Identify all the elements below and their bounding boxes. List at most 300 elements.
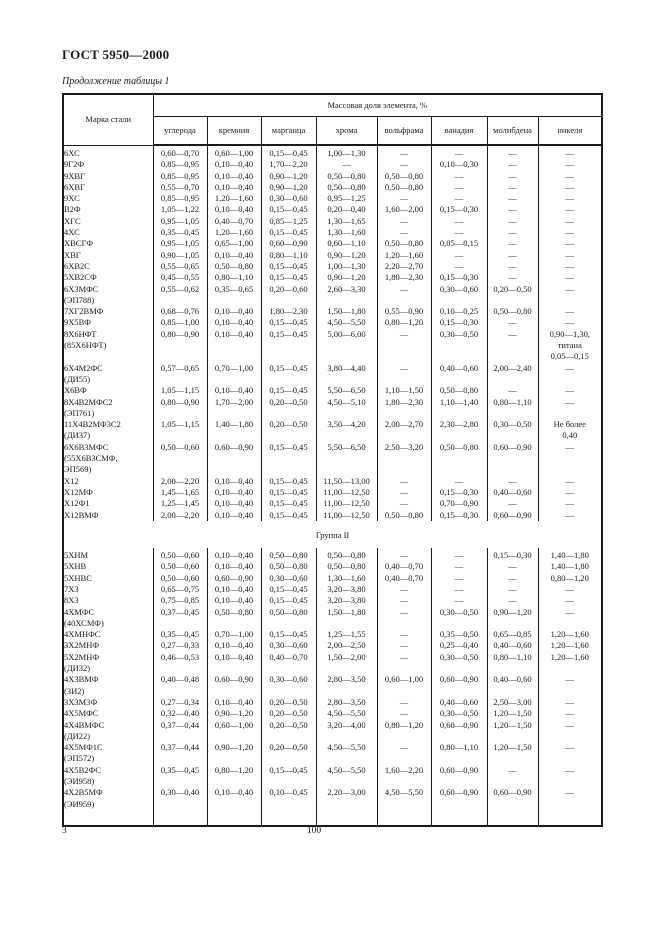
element-value-cell: 0,50—0,80 xyxy=(377,182,431,193)
element-value-cell: 0,15—0,30 xyxy=(431,510,487,521)
element-value-cell: 0,90—1,20 xyxy=(207,742,261,765)
element-value-cell: 1,00—1,30 xyxy=(316,145,377,159)
element-value-cell: 0,40—0,70 xyxy=(207,216,261,227)
steel-mark-cell: 5ХНВС xyxy=(63,573,153,584)
table-row xyxy=(63,697,602,708)
steel-mark-cell: 4ХМФС (40ХСМФ) xyxy=(63,607,153,630)
element-value-cell: 0,50—0,80 xyxy=(207,607,261,630)
steel-mark-cell: 8Х4В2МФС2 (ЭП761) xyxy=(63,397,153,420)
col-header-element: молибдена xyxy=(487,116,538,145)
element-value-cell: 0,35—0,50 xyxy=(431,629,487,640)
table-row xyxy=(63,284,602,307)
element-value-cell: 0,37—0,44 xyxy=(153,720,207,743)
element-value-cell: 0,15—0,45 xyxy=(261,272,316,283)
steel-mark-cell: 3Х2МНФ xyxy=(63,640,153,651)
table-body-group2 xyxy=(63,548,602,810)
table-row xyxy=(63,584,602,595)
element-value-cell: — xyxy=(538,204,602,215)
element-value-cell: 2,80—3,50 xyxy=(316,674,377,697)
steel-mark-cell: 5ХНВ xyxy=(63,561,153,572)
element-value-cell: 1,70—2,00 xyxy=(207,397,261,420)
element-value-cell: — xyxy=(377,548,431,561)
table-row xyxy=(63,708,602,719)
element-value-cell: 0,50—0,80 xyxy=(316,561,377,572)
element-value-cell: 0,32—0,40 xyxy=(153,708,207,719)
element-value-cell: — xyxy=(538,697,602,708)
element-value-cell: 0,37—0,45 xyxy=(153,607,207,630)
element-value-cell: 1,45—1,65 xyxy=(153,487,207,498)
element-value-cell: — xyxy=(538,227,602,238)
steel-mark-cell: 6Х6В3МФС (55Х6В3СМФ, ЭП569) xyxy=(63,442,153,476)
element-value-cell: 1,40—1,80 xyxy=(538,548,602,561)
group-ii-label: Группа II xyxy=(315,529,350,540)
element-value-cell: — xyxy=(538,171,602,182)
steel-mark-cell: 8Х6НФТ (85Х6НФТ) xyxy=(63,329,153,363)
steel-mark-cell: Х12ВМФ xyxy=(63,510,153,521)
element-value-cell: 11,00—12,50 xyxy=(316,498,377,509)
table-row xyxy=(63,640,602,651)
element-value-cell: 0,70—1,00 xyxy=(207,363,261,386)
element-value-cell: 0,20—0,60 xyxy=(261,284,316,307)
element-value-cell: 0,15—0,30 xyxy=(431,487,487,498)
element-value-cell: 2,60—3,30 xyxy=(316,284,377,307)
element-value-cell: 2,20—3,00 xyxy=(316,787,377,810)
element-value-cell: 4,50—5,50 xyxy=(316,317,377,328)
element-value-cell: 0,20—0,50 xyxy=(261,742,316,765)
steel-mark-cell: 6ХВ2С xyxy=(63,261,153,272)
element-value-cell: 4,50—5,50 xyxy=(377,787,431,810)
element-value-cell: 4,50—5,50 xyxy=(316,742,377,765)
element-value-cell: 0,85—1,00 xyxy=(153,317,207,328)
element-value-cell: 0,10—0,40 xyxy=(207,787,261,810)
element-value-cell: — xyxy=(538,317,602,328)
table-row xyxy=(63,317,602,328)
element-value-cell: 0,85—1,25 xyxy=(261,216,316,227)
steel-mark-cell: 5Х2МНФ (ДИ32) xyxy=(63,652,153,675)
element-value-cell: — xyxy=(538,182,602,193)
element-value-cell: 0,60—0,90 xyxy=(431,674,487,697)
element-value-cell: 0,15—0,30 xyxy=(431,272,487,283)
element-value-cell: 0,15—0,30 xyxy=(431,204,487,215)
element-value-cell: — xyxy=(487,385,538,396)
element-value-cell: — xyxy=(487,171,538,182)
element-value-cell: 0,15—0,45 xyxy=(261,765,316,788)
element-value-cell: 0,20—0,50 xyxy=(261,697,316,708)
element-value-cell: 0,60—1,00 xyxy=(377,674,431,697)
element-value-cell: 0,40—0,60 xyxy=(431,697,487,708)
element-value-cell: 0,10—0,40 xyxy=(207,182,261,193)
element-value-cell: 0,10—0,40 xyxy=(207,487,261,498)
element-value-cell: 0,30—0,50 xyxy=(431,652,487,675)
element-value-cell: — xyxy=(487,238,538,249)
doc-title: ГОСТ 5950—2000 xyxy=(62,47,170,62)
element-value-cell: 0,95—1,05 xyxy=(153,216,207,227)
element-value-cell: — xyxy=(431,250,487,261)
element-value-cell: — xyxy=(538,720,602,743)
element-value-cell: 0,80—1,20 xyxy=(377,720,431,743)
steel-mark-cell: Х12Ф1 xyxy=(63,498,153,509)
element-value-cell: — xyxy=(377,742,431,765)
header-row-group xyxy=(63,94,602,116)
element-value-cell: 0,30—0,50 xyxy=(487,419,538,442)
element-value-cell: — xyxy=(431,584,487,595)
table-row xyxy=(63,272,602,283)
element-value-cell: 11,00—12,50 xyxy=(316,510,377,521)
element-value-cell: 0,10—0,40 xyxy=(207,640,261,651)
element-value-cell: 2,00—2,40 xyxy=(487,363,538,386)
element-value-cell: 0,30—0,60 xyxy=(261,674,316,697)
col-header-mark: Марка стали xyxy=(63,94,153,145)
table-row xyxy=(63,159,602,170)
element-value-cell: 0,27—0,34 xyxy=(153,697,207,708)
element-value-cell: 0,90—1,20 xyxy=(316,272,377,283)
element-value-cell: 0,15—0,45 xyxy=(261,629,316,640)
element-value-cell: 0,30—0,50 xyxy=(431,708,487,719)
element-value-cell: — xyxy=(538,498,602,509)
element-value-cell: — xyxy=(487,159,538,170)
element-value-cell: — xyxy=(431,476,487,487)
element-value-cell: 0,70—0,90 xyxy=(431,498,487,509)
element-value-cell: — xyxy=(377,708,431,719)
element-value-cell: 0,80—1,10 xyxy=(207,272,261,283)
steel-mark-cell: 9Х5ВФ xyxy=(63,317,153,328)
element-value-cell: — xyxy=(538,476,602,487)
steel-mark-cell: 8Х3 xyxy=(63,595,153,606)
element-value-cell: 0,60—0,90 xyxy=(487,442,538,476)
element-value-cell: — xyxy=(487,204,538,215)
element-value-cell: 0,15—0,30 xyxy=(431,317,487,328)
table-row xyxy=(63,171,602,182)
element-value-cell: 1,20—1,60 xyxy=(538,640,602,651)
element-value-cell: 0,50—0,80 xyxy=(431,385,487,396)
table-row xyxy=(63,261,602,272)
element-value-cell: 1,80—2,30 xyxy=(261,306,316,317)
element-value-cell: 0,50—0,80 xyxy=(377,510,431,521)
element-value-cell: 0,60—0,90 xyxy=(431,765,487,788)
element-value-cell: 2,50—3,00 xyxy=(487,697,538,708)
element-value-cell: 0,80—1,20 xyxy=(538,573,602,584)
element-value-cell: 2,30—2,80 xyxy=(431,419,487,442)
element-value-cell: 0,35—0,65 xyxy=(207,284,261,307)
element-value-cell: 1,30—1,60 xyxy=(316,227,377,238)
element-value-cell: 5,00—6,00 xyxy=(316,329,377,363)
table-row xyxy=(63,561,602,572)
element-value-cell: — xyxy=(377,363,431,386)
element-value-cell: — xyxy=(538,442,602,476)
element-value-cell: 1,30—1,65 xyxy=(316,216,377,227)
element-value-cell: — xyxy=(487,261,538,272)
element-value-cell: 0,50—0,80 xyxy=(261,548,316,561)
element-value-cell: 0,50—0,60 xyxy=(153,442,207,476)
table-row xyxy=(63,204,602,215)
element-value-cell: — xyxy=(377,487,431,498)
element-value-cell: 1,20—1,50 xyxy=(487,708,538,719)
section-divider xyxy=(63,521,602,548)
element-value-cell: — xyxy=(377,145,431,159)
element-value-cell: 1,60—2,20 xyxy=(377,765,431,788)
element-value-cell: 1,20—1,60 xyxy=(377,250,431,261)
element-value-cell: 0,68—0,76 xyxy=(153,306,207,317)
element-value-cell: 0,15—0,45 xyxy=(261,317,316,328)
element-value-cell: 1,20—1,50 xyxy=(487,742,538,765)
element-value-cell: 0,60—0,70 xyxy=(153,145,207,159)
element-value-cell: 0,20—0,50 xyxy=(261,708,316,719)
element-value-cell: — xyxy=(487,145,538,159)
steel-mark-cell: 4Х5МФ1С (ЭП572) xyxy=(63,742,153,765)
element-value-cell: 0,20—0,50 xyxy=(261,720,316,743)
element-value-cell: 0,10—0,40 xyxy=(207,329,261,363)
page-number-left: 3 xyxy=(62,826,67,836)
group-ii-section-row xyxy=(63,521,602,548)
element-value-cell: 2,80—3,50 xyxy=(316,697,377,708)
table-row xyxy=(63,742,602,765)
element-value-cell: 0,80—1,20 xyxy=(377,317,431,328)
element-value-cell: 0,15—0,45 xyxy=(261,261,316,272)
element-value-cell: 0,10—0,25 xyxy=(431,306,487,317)
element-value-cell: 0,50—0,80 xyxy=(487,306,538,317)
element-value-cell: — xyxy=(538,363,602,386)
steel-mark-cell: 6Х3МФС (ЭП788) xyxy=(63,284,153,307)
element-value-cell: 0,10—0,40 xyxy=(207,250,261,261)
element-value-cell: 0,90—1,20 xyxy=(316,250,377,261)
element-value-cell: 0,80—1,20 xyxy=(207,765,261,788)
element-value-cell: — xyxy=(487,573,538,584)
element-value-cell: — xyxy=(487,216,538,227)
element-value-cell: 0,80—1,10 xyxy=(261,250,316,261)
steel-mark-cell: 4Х2В5МФ (ЭИ959) xyxy=(63,787,153,810)
element-value-cell: — xyxy=(487,561,538,572)
element-value-cell: 0,40—0,70 xyxy=(377,561,431,572)
element-value-cell: 0,15—0,45 xyxy=(261,145,316,159)
element-value-cell: 1,25—1,45 xyxy=(153,498,207,509)
element-value-cell: — xyxy=(538,284,602,307)
element-value-cell: — xyxy=(377,652,431,675)
element-value-cell: 0,95—1,25 xyxy=(316,193,377,204)
steel-mark-cell: 6ХВГ xyxy=(63,182,153,193)
table-row xyxy=(63,510,602,521)
steel-mark-cell: 9Г2Ф xyxy=(63,159,153,170)
table-row xyxy=(63,487,602,498)
steel-mark-cell: ХГС xyxy=(63,216,153,227)
element-value-cell: 0,15—0,45 xyxy=(261,584,316,595)
steel-mark-cell: Х6ВФ xyxy=(63,385,153,396)
element-value-cell: 4,50—5,50 xyxy=(316,765,377,788)
element-value-cell: 0,15—0,45 xyxy=(261,442,316,476)
table-row xyxy=(63,674,602,697)
table-row xyxy=(63,442,602,476)
steel-mark-cell: 4ХС xyxy=(63,227,153,238)
element-value-cell: 3,20—3,80 xyxy=(316,584,377,595)
steel-mark-cell: 3Х3М3Ф xyxy=(63,697,153,708)
element-value-cell: Не более 0,40 xyxy=(538,419,602,442)
steel-mark-cell: 5ХВ2СФ xyxy=(63,272,153,283)
element-value-cell: — xyxy=(431,171,487,182)
element-value-cell: — xyxy=(431,548,487,561)
element-value-cell: 3,50—4,20 xyxy=(316,419,377,442)
element-value-cell: — xyxy=(377,697,431,708)
element-value-cell: 0,35—0,45 xyxy=(153,629,207,640)
element-value-cell: 0,85—0,95 xyxy=(153,171,207,182)
element-value-cell: 0,10—0,40 xyxy=(207,204,261,215)
element-value-cell: — xyxy=(487,182,538,193)
element-value-cell: 0,30—0,60 xyxy=(431,284,487,307)
element-value-cell: 2,20—2,70 xyxy=(377,261,431,272)
element-value-cell: 0,45—0,55 xyxy=(153,272,207,283)
element-value-cell: 1,60—2,00 xyxy=(377,204,431,215)
element-value-cell: 3,80—4,40 xyxy=(316,363,377,386)
element-value-cell: 0,15—0,45 xyxy=(261,510,316,521)
table-row xyxy=(63,385,602,396)
element-value-cell: — xyxy=(377,159,431,170)
steel-mark-cell: В2Ф xyxy=(63,204,153,215)
element-value-cell: 0,40—0,60 xyxy=(487,674,538,697)
steel-mark-cell: 7Х3 xyxy=(63,584,153,595)
element-value-cell: 0,90—1,05 xyxy=(153,250,207,261)
element-value-cell: 0,10—0,40 xyxy=(207,561,261,572)
element-value-cell: 0,60—0,90 xyxy=(207,442,261,476)
element-value-cell: 0,30—0,50 xyxy=(431,329,487,363)
element-value-cell: 0,80—1,10 xyxy=(487,397,538,420)
spacer-row xyxy=(63,810,602,826)
element-value-cell: — xyxy=(538,385,602,396)
table-row xyxy=(63,216,602,227)
element-value-cell: — xyxy=(377,629,431,640)
element-value-cell: 0,10—0,40 xyxy=(207,385,261,396)
element-value-cell: 0,50—0,80 xyxy=(377,238,431,249)
element-value-cell: — xyxy=(538,145,602,159)
element-value-cell: 0,10—0,40 xyxy=(207,171,261,182)
col-header-element: хрома xyxy=(316,116,377,145)
element-value-cell: — xyxy=(487,193,538,204)
element-value-cell: — xyxy=(377,595,431,606)
element-value-cell: 0,10—0,40 xyxy=(207,498,261,509)
element-value-cell: — xyxy=(377,498,431,509)
element-value-cell: 2,00—2,20 xyxy=(153,510,207,521)
element-value-cell: 0,60—0,90 xyxy=(487,510,538,521)
element-value-cell: — xyxy=(538,397,602,420)
col-header-element: углерода xyxy=(153,116,207,145)
element-value-cell: 1,20—1,60 xyxy=(207,227,261,238)
element-value-cell: — xyxy=(538,584,602,595)
element-value-cell: — xyxy=(538,261,602,272)
element-value-cell: 2,50—3,20 xyxy=(377,442,431,476)
table-row xyxy=(63,498,602,509)
element-value-cell: 0,50—0,60 xyxy=(153,561,207,572)
element-value-cell: 0,55—0,90 xyxy=(377,306,431,317)
table-row xyxy=(63,573,602,584)
table-body-group1 xyxy=(63,145,602,521)
element-value-cell: 0,65—0,85 xyxy=(487,629,538,640)
element-value-cell: — xyxy=(431,145,487,159)
table-row xyxy=(63,306,602,317)
element-value-cell: 0,10—0,40 xyxy=(207,317,261,328)
element-value-cell: — xyxy=(538,159,602,170)
element-value-cell: 1,30—1,60 xyxy=(316,573,377,584)
element-value-cell: 0,55—0,70 xyxy=(153,182,207,193)
element-value-cell: 0,40—0,48 xyxy=(153,674,207,697)
col-header-element: марганца xyxy=(261,116,316,145)
page-number-center: 100 xyxy=(306,826,322,836)
element-value-cell: 1,25—1,55 xyxy=(316,629,377,640)
element-value-cell: 0,10—0,40 xyxy=(207,159,261,170)
element-value-cell: 0,30—0,40 xyxy=(153,787,207,810)
element-value-cell: — xyxy=(538,607,602,630)
element-value-cell: 0,60—0,90 xyxy=(261,238,316,249)
table-row xyxy=(63,765,602,788)
element-value-cell: 1,05—1,22 xyxy=(153,204,207,215)
element-value-cell: — xyxy=(487,272,538,283)
element-value-cell: 0,20—0,50 xyxy=(261,397,316,420)
steel-mark-cell: 4Х5МФС xyxy=(63,708,153,719)
element-value-cell: 0,10—0,40 xyxy=(207,306,261,317)
element-value-cell: — xyxy=(538,510,602,521)
element-value-cell: 0,46—0,53 xyxy=(153,652,207,675)
element-value-cell: 0,40—0,60 xyxy=(487,640,538,651)
element-value-cell: 0,10—0,45 xyxy=(261,787,316,810)
element-value-cell: 0,05—0,15 xyxy=(431,238,487,249)
element-value-cell: 0,40—0,60 xyxy=(431,363,487,386)
element-value-cell: — xyxy=(538,595,602,606)
element-value-cell: 3,20—3,80 xyxy=(316,595,377,606)
element-value-cell: 0,15—0,45 xyxy=(261,227,316,238)
element-value-cell: — xyxy=(538,765,602,788)
element-value-cell: — xyxy=(487,498,538,509)
element-value-cell: 1,00—1,30 xyxy=(316,261,377,272)
element-value-cell: 0,90—1,20 xyxy=(487,607,538,630)
element-value-cell: — xyxy=(316,159,377,170)
element-value-cell: — xyxy=(538,216,602,227)
element-value-cell: — xyxy=(538,306,602,317)
element-value-cell: 0,35—0,45 xyxy=(153,227,207,238)
element-value-cell: — xyxy=(431,182,487,193)
steel-mark-cell: 5ХНМ xyxy=(63,548,153,561)
element-value-cell: 1,40—1,80 xyxy=(207,419,261,442)
element-value-cell: 0,15—0,45 xyxy=(261,476,316,487)
element-value-cell: 0,15—0,45 xyxy=(261,487,316,498)
element-value-cell: 1,20—1,60 xyxy=(538,629,602,640)
element-value-cell: 0,60—0,90 xyxy=(207,573,261,584)
element-value-cell: — xyxy=(377,607,431,630)
element-value-cell: — xyxy=(487,584,538,595)
element-value-cell: — xyxy=(377,476,431,487)
element-value-cell: — xyxy=(487,317,538,328)
element-value-cell: 0,65—1,00 xyxy=(207,238,261,249)
steel-grades-table xyxy=(62,93,603,827)
table-row xyxy=(63,145,602,159)
table-row xyxy=(63,182,602,193)
element-value-cell: 0,85—0,95 xyxy=(153,159,207,170)
element-value-cell: 0,10—0,40 xyxy=(207,548,261,561)
element-value-cell: 1,80—2,30 xyxy=(377,272,431,283)
element-value-cell: 0,10—0,40 xyxy=(207,510,261,521)
element-value-cell: — xyxy=(431,227,487,238)
element-value-cell: 0,20—0,50 xyxy=(487,284,538,307)
element-value-cell: — xyxy=(377,329,431,363)
table-row xyxy=(63,419,602,442)
steel-mark-cell: 4Х3ВМФ (ЗИ2) xyxy=(63,674,153,697)
element-value-cell: 0,60—0,90 xyxy=(487,787,538,810)
steel-mark-cell: 4ХМНФС xyxy=(63,629,153,640)
element-value-cell: — xyxy=(377,584,431,595)
element-value-cell: — xyxy=(538,250,602,261)
element-value-cell: 0,80—1,10 xyxy=(431,742,487,765)
col-header-element: никеля xyxy=(538,116,602,145)
element-value-cell: 3,20—4,00 xyxy=(316,720,377,743)
col-header-element: ванадия xyxy=(431,116,487,145)
col-header-element: вольфрама xyxy=(377,116,431,145)
table-row xyxy=(63,250,602,261)
steel-mark-cell: 6Х4М2ФС (ДИ55) xyxy=(63,363,153,386)
